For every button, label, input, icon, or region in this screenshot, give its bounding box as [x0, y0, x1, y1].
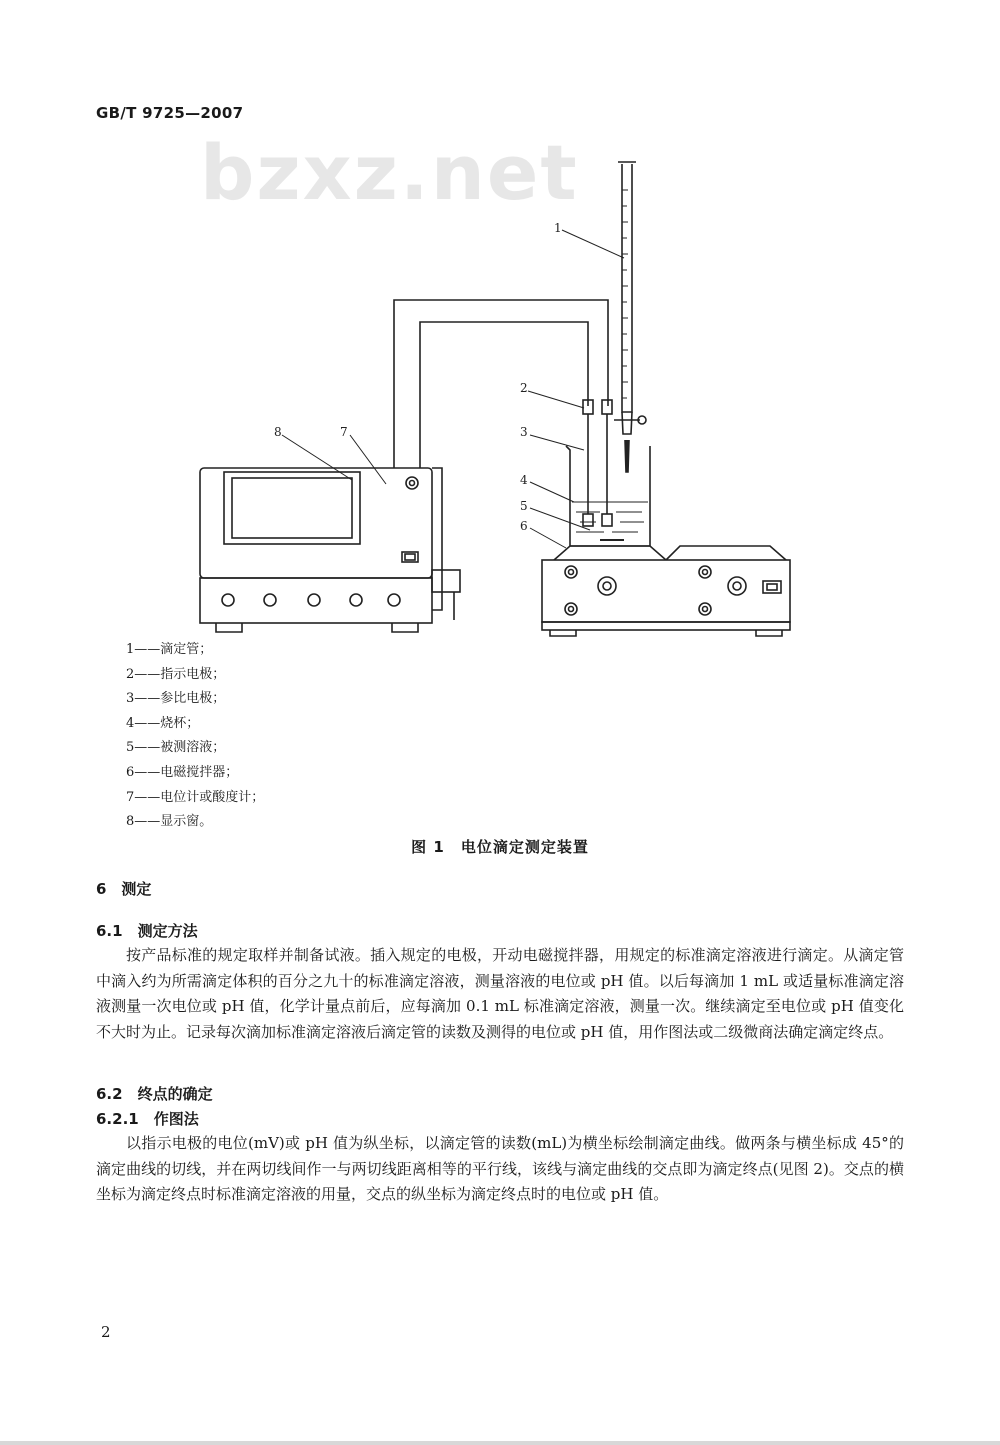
- section-6-1-paragraph: 按产品标准的规定取样并制备试液。插入规定的电极，开动电磁搅拌器，用规定的标准滴定溶液进行滴定。从滴定管中滴入约为所需滴定体积的百分之九十的标准滴定溶液，测量溶液的电位或 pH 值。以后每滴加 1 mL 或适量标准滴定溶液测量一次电位或 pH 值，化学计量点前后，应每滴加 0.1 mL 标准滴定溶液，测量一次。继续滴定至电位或 pH 值变化不大时为止。记录每次滴加标准滴定溶液后滴定管的读数及测得的电位或 pH 值，用作图法或二级微商法确定滴定终点。: [96, 946, 904, 1041]
- callout-5: 5: [520, 499, 528, 513]
- beaker: [566, 446, 650, 546]
- callout-2: 2: [520, 381, 528, 395]
- section-6-2-1-heading: 6.2.1 作图法: [96, 1110, 199, 1128]
- section-6-2-1-paragraph: 以指示电极的电位(mV)或 pH 值为纵坐标，以滴定管的读数(mL)为横坐标绘制滴定曲线。做两条与横坐标成 45°的滴定曲线的切线，并在两切线间作一与两切线距离相等的平行线，该线与滴定曲线的交点即为滴定终点(见图 2)。交点的横坐标为滴定终点时标准滴定溶液的用量，交点的纵坐标为滴定终点时的电位或 pH 值。: [96, 1134, 904, 1204]
- figure-caption: 图 1 电位滴定测定装置: [411, 838, 589, 856]
- page-edge: [0, 1441, 1000, 1445]
- callout-3: 3: [520, 425, 528, 439]
- callout-7: 7: [340, 425, 348, 439]
- titration-apparatus-figure: [180, 150, 800, 640]
- cable-inner: [420, 322, 588, 468]
- legend-item: 8——显示窗。: [126, 814, 213, 830]
- legend-item: 3——参比电极；: [126, 691, 226, 707]
- callout-1: 1: [554, 221, 562, 235]
- legend-item: 4——烧杯；: [126, 715, 200, 731]
- page-number: 2: [101, 1323, 111, 1341]
- legend-item: 1——滴定管；: [126, 642, 213, 657]
- callout-6: 6: [520, 519, 528, 533]
- section-6-heading: 6 测定: [96, 880, 152, 898]
- callout-4: 4: [520, 473, 528, 487]
- potentiometer: [200, 468, 460, 632]
- watermark: bzxz.net: [200, 128, 579, 217]
- standard-code: GB/T 9725—2007: [96, 104, 244, 122]
- burette: [614, 162, 646, 472]
- callout-8: 8: [274, 425, 282, 439]
- section-6-1-heading: 6.1 测定方法: [96, 922, 198, 940]
- electrodes: [583, 400, 612, 526]
- section-6-2-heading: 6.2 终点的确定: [96, 1085, 213, 1103]
- figure-legend: [126, 638, 264, 835]
- legend-item: 5——被测溶液；: [126, 740, 226, 756]
- legend-item: 2——指示电极；: [126, 666, 226, 682]
- legend-item: 7——电位计或酸度计；: [126, 789, 265, 805]
- cable-outer: [394, 300, 608, 468]
- legend-item: 6——电磁搅拌器；: [126, 764, 239, 780]
- magnetic-stirrer: [542, 546, 790, 636]
